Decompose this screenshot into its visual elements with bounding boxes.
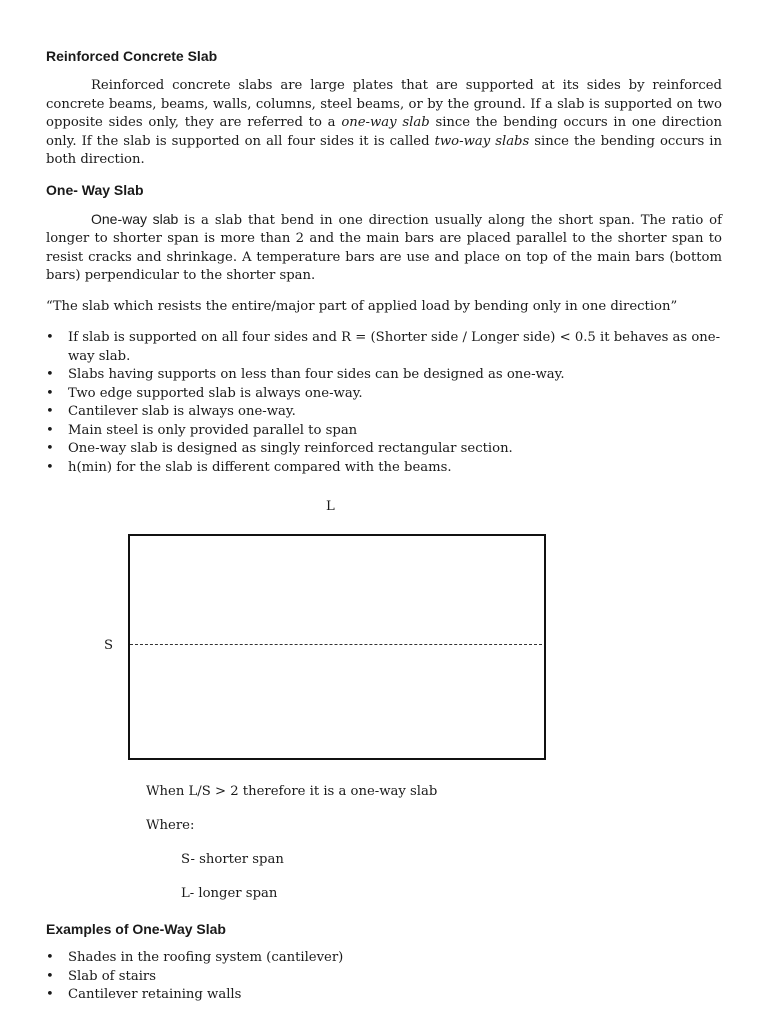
condition-text: When L/S > 2 therefore it is a one-way slab <box>146 784 438 799</box>
list-item: • h(min) for the slab is different compared with the beams. <box>46 459 722 478</box>
definition-l: L- longer span <box>181 886 278 901</box>
definition-paragraph <box>46 210 722 286</box>
heading-examples: Examples of One-Way Slab <box>46 921 226 937</box>
intro-paragraph <box>46 77 722 170</box>
diagram-notes <box>46 783 722 903</box>
heading-reinforced-concrete-slab: Reinforced Concrete Slab <box>46 48 218 64</box>
document-page <box>46 46 722 1005</box>
label-longer-span: L <box>326 499 335 514</box>
one-way-criteria-list <box>46 329 722 477</box>
intro-em-one-way: one-way slab <box>341 115 430 130</box>
slab-centerline <box>130 644 542 645</box>
list-item: • Cantilever slab is always one-way. <box>46 403 722 422</box>
slab-diagram <box>46 498 722 783</box>
list-item: • One-way slab is designed as singly reinforced rectangular section. <box>46 440 722 459</box>
list-item: • Cantilever retaining walls <box>46 986 722 1005</box>
definition-s: S- shorter span <box>181 852 284 867</box>
intro-text-1: Reinforced concrete slabs are large plates that are supported at its sides by reinforced concrete beams, beams, walls, columns, steel beams, or by the ground. If a slab is supported on two opposite sides only, they are referred to a <box>46 78 722 130</box>
list-item: • Main steel is only provided parallel to span <box>46 422 722 441</box>
label-shorter-span: S <box>104 638 114 653</box>
quote-paragraph: “The slab which resists the entire/major part of applied load by bending only in one direction” <box>46 298 678 314</box>
where-label: Where: <box>146 818 195 833</box>
list-item: • Slab of stairs <box>46 968 722 987</box>
list-item: • Two edge supported slab is always one-way. <box>46 385 722 404</box>
intro-em-two-way: two-way slabs <box>434 133 530 149</box>
heading-one-way-slab: One- Way Slab <box>46 181 144 198</box>
slab-rectangle <box>128 534 546 760</box>
definition-text: is a slab that bend in one direction usually along the short span. The ratio of longer to shorter span is more than 2 and the main bars are placed parallel to the shorter span to resist cracks and shrinkage. A temperature bars are use and place on top of the main bars (bottom bars) perpendicular to the shorter span. <box>46 212 723 283</box>
list-item: • Slabs having supports on less than four sides can be designed as one-way. <box>46 366 722 385</box>
intro-text-2: since the bending occurs in one direction only. If the slab is supported on all four sides it is called <box>46 115 722 149</box>
list-item: • If slab is supported on all four sides and R = (Shorter side / Longer side) < 0.5 it behaves as one-way slab. <box>46 329 722 366</box>
examples-list <box>46 949 722 1005</box>
list-item: • Shades in the roofing system (cantilever) <box>46 949 722 968</box>
intro-text-3: since the bending occurs in both direction. <box>46 133 722 167</box>
definition-term: One-way slab <box>91 210 179 227</box>
